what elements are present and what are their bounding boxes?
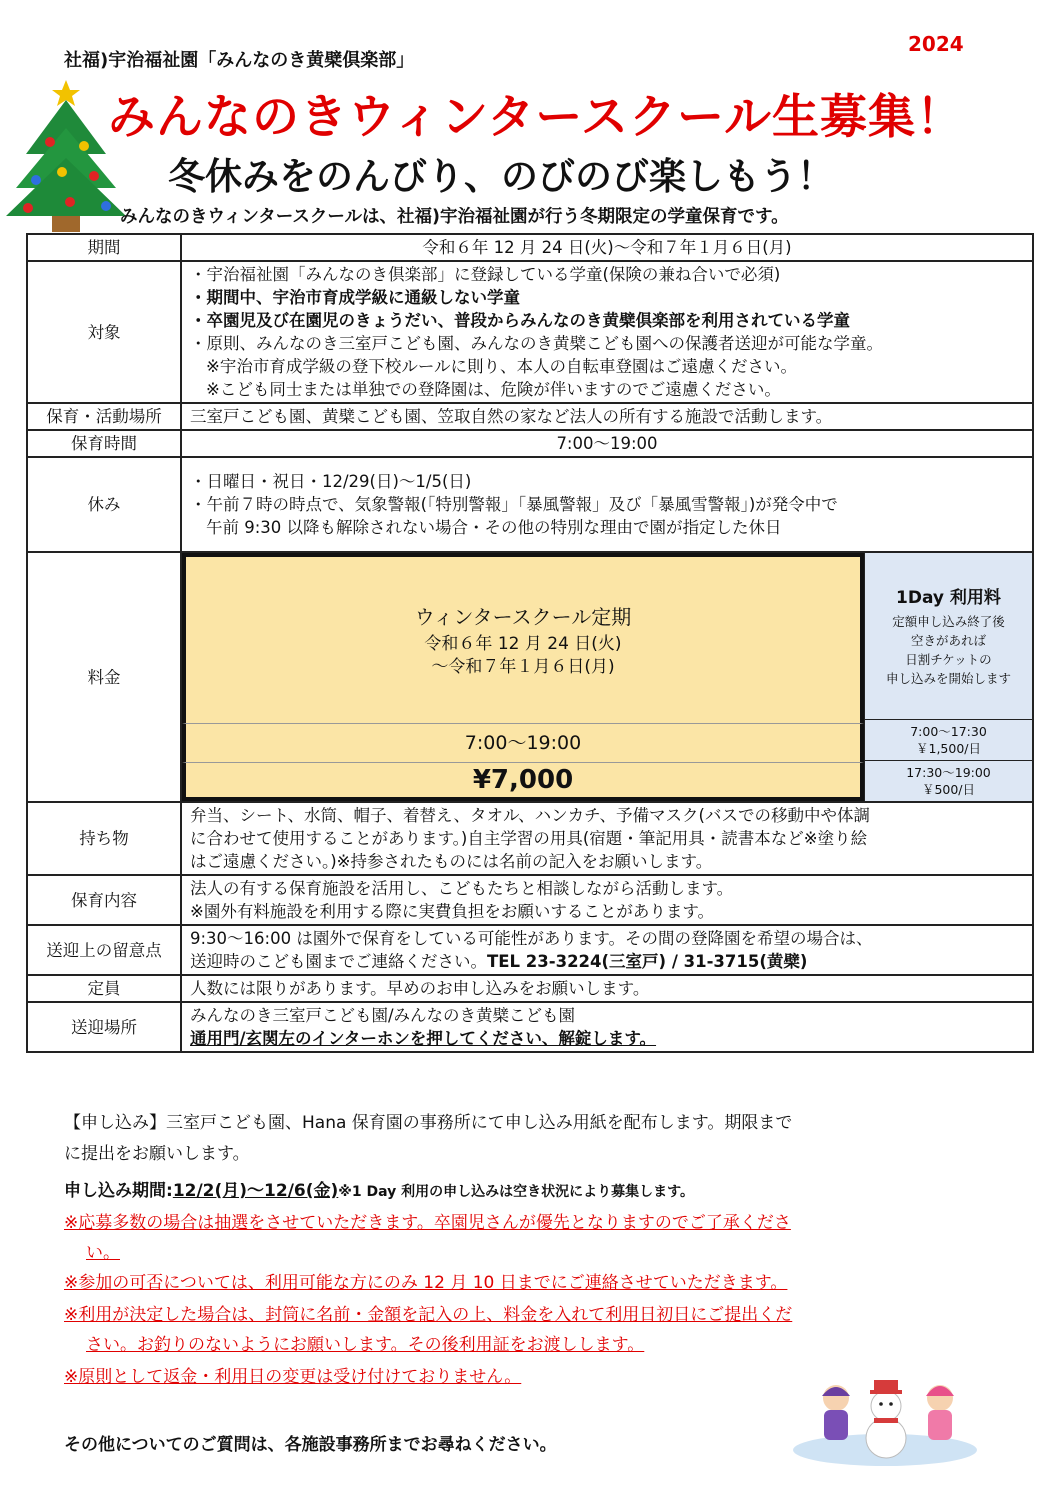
holiday-line: ・日曜日・祝日・12/29(日)～1/5(日) <box>190 472 472 491</box>
fee-day-slot <box>865 719 1032 760</box>
period-value: 令和６年 12 月 24 日(火)～令和７年１月６日(月) <box>181 234 1033 261</box>
fee-cell <box>181 552 1033 802</box>
closing-text: その他についてのご質問は、各施設事務所までお尋ねください。 <box>64 1435 557 1455</box>
fee-label: 料金 <box>27 552 181 802</box>
notice-line: ※参加の可否については、利用可能な方にのみ 12 月 10 日までにご連絡させていただきます。 <box>64 1273 788 1293</box>
fee-plan-period-start: 令和６年 12 月 24 日(火) <box>424 634 622 654</box>
fee-plan-box <box>182 553 864 801</box>
page-subtitle: 冬休みをのんびり、のびのび楽しもう！ <box>168 155 834 198</box>
notes-cell <box>181 925 1033 975</box>
info-table <box>26 233 1034 1053</box>
notice-line: ※原則として返金・利用日の変更は受け付けておりません。 <box>64 1367 522 1387</box>
belongings-label: 持ち物 <box>27 802 181 875</box>
capacity-label: 定員 <box>27 975 181 1002</box>
fee-day-note: 空きがあれば <box>910 633 986 648</box>
snowman-children-illustration <box>790 1358 980 1468</box>
fee-day-slot-time: 17:30～19:00 <box>906 765 991 780</box>
fee-day-slot-price: ￥1,500/日 <box>916 741 981 756</box>
target-line: ・期間中、宇治市育成学級に通級しない学童 <box>190 288 520 307</box>
pickup-cell <box>181 1002 1033 1052</box>
location-value: 三室戸こども園、黄檗こども園、笠取自然の家など法人の所有する施設で活動します。 <box>181 403 1033 430</box>
row-fee <box>27 552 1033 802</box>
fee-day-note: 定額申し込み終了後 <box>892 614 1005 629</box>
application-period-note: ※1 Day 利用の申し込みは空き状況により募集します。 <box>338 1184 695 1200</box>
notes-line: 9:30～16:00 は園外で保育をしている可能性があります。その間の登降園を希望の場合は、 <box>190 929 873 948</box>
notice-line: さい。お釣りのないようにお願いします。その後利用証をお渡しします。 <box>86 1335 645 1355</box>
capacity-value: 人数には限りがあります。早めのお申し込みをお願いします。 <box>181 975 1033 1002</box>
row-target <box>27 261 1033 403</box>
notes-line <box>190 950 1024 973</box>
row-pickup <box>27 1002 1033 1052</box>
belongings-cell <box>181 802 1033 875</box>
holiday-line: 午前 9:30 以降も解除されない場合・その他の特別な理由で園が指定した休日 <box>206 518 782 537</box>
notes-line-text: 送迎時のこども園までご連絡ください。 <box>190 952 487 971</box>
target-line: ・宇治福祉園「みんなのき倶楽部」に登録している学童(保険の兼ね合いで必須) <box>190 265 781 284</box>
target-line: ※宇治市育成学級の登下校ルールに則り、本人の自転車登園はご遠慮ください。 <box>206 357 797 376</box>
fee-day-title: 1Day 利用料 <box>896 588 1001 608</box>
fee-plan-price: ¥7,000 <box>182 762 864 801</box>
target-line: ・卒園児及び在園児のきょうだい、普段からみんなのき黄檗倶楽部を利用されている学童 <box>190 311 850 330</box>
belongings-line: に合わせて使用することがあります。)自主学習の用具(宿題・筆記用具・読書本など※塗り絵 <box>190 829 868 848</box>
content-cell <box>181 875 1033 925</box>
holiday-line: ・午前７時の時点で、気象警報(「特別警報」「暴風警報」及び「暴風雪警報」)が発令中で <box>190 495 838 514</box>
pickup-label: 送迎場所 <box>27 1002 181 1052</box>
hours-value: 7:00～19:00 <box>181 430 1033 457</box>
belongings-line: 弁当、シート、水筒、帽子、着替え、タオル、ハンカチ、予備マスク(バスでの移動中や体調 <box>190 806 870 825</box>
target-line: ・原則、みんなのき三室戸こども園、みんなのき黄檗こども園への保護者送迎が可能な学童。 <box>190 334 883 353</box>
application-period-value: 12/2(月)～12/6(金) <box>172 1181 339 1201</box>
row-capacity <box>27 975 1033 1002</box>
holidays-cell <box>181 457 1033 552</box>
content-line: 法人の有する保育施設を活用し、こどもたちと相談しながら活動します。 <box>190 879 734 898</box>
application-period-label: 申し込み期間: <box>64 1181 173 1201</box>
application-period <box>64 1176 694 1201</box>
row-location <box>27 403 1033 430</box>
row-hours <box>27 430 1033 457</box>
row-content <box>27 875 1033 925</box>
content-line: ※園外有料施設を利用する際に実費負担をお願いすることがあります。 <box>190 902 715 921</box>
fee-day-slot-time: 7:00～17:30 <box>910 724 987 739</box>
row-holidays <box>27 457 1033 552</box>
fee-plan-name: ウィンタースクール定期 <box>414 605 632 629</box>
holidays-label: 休み <box>27 457 181 552</box>
hours-label: 保育時間 <box>27 430 181 457</box>
fee-day-note: 日割チケットの <box>905 652 992 667</box>
target-cell <box>181 261 1033 403</box>
target-label: 対象 <box>27 261 181 403</box>
content-label: 保育内容 <box>27 875 181 925</box>
belongings-line: はご遠慮ください。)※持参されたものには名前の記入をお願いします。 <box>190 852 713 871</box>
intro-text: みんなのきウィンタースクールは、社福)宇治福祉園が行う冬期限定の学童保育です。 <box>120 207 789 227</box>
period-label: 期間 <box>27 234 181 261</box>
target-line: ※こども同士または単独での登降園は、危険が伴いますのでご遠慮ください。 <box>206 380 781 399</box>
fee-day-box <box>864 553 1032 801</box>
location-label: 保育・活動場所 <box>27 403 181 430</box>
tel-numbers: TEL 23-3224(三室戸) / 31-3715(黄檗) <box>487 952 808 971</box>
row-belongings <box>27 802 1033 875</box>
year-label: 2024 <box>908 32 964 56</box>
fee-day-note: 申し込みを開始します <box>885 671 1011 686</box>
application-text: 【申し込み】三室戸こども園、Hana 保育園の事務所にて申し込み用紙を配布します。期限まで <box>64 1113 793 1133</box>
fee-plan-time: 7:00～19:00 <box>182 723 864 762</box>
row-period <box>27 234 1033 261</box>
page-title: みんなのきウィンタースクール生募集！ <box>108 90 965 145</box>
row-notes <box>27 925 1033 975</box>
pickup-instruction: 通用門/玄関左のインターホンを押してください、解錠します。 <box>190 1029 657 1048</box>
pickup-line: みんなのき三室戸こども園/みんなのき黄檗こども園 <box>190 1006 576 1025</box>
organization-name: 社福)宇治福祉園「みんなのき黄檗倶楽部」 <box>64 50 415 71</box>
notice-line: ※利用が決定した場合は、封筒に名前・金額を記入の上、料金を入れて利用日初日にご提出くだ <box>64 1305 793 1325</box>
notice-line: い。 <box>86 1243 120 1263</box>
fee-plan-period-end: ～令和７年１月６日(月) <box>431 657 615 677</box>
fee-day-slot-price: ￥500/日 <box>921 782 976 797</box>
notes-label: 送迎上の留意点 <box>27 925 181 975</box>
notice-line: ※応募多数の場合は抽選をさせていただきます。卒園児さんが優先となりますのでご了承くださ <box>64 1213 791 1233</box>
application-text: に提出をお願いします。 <box>64 1144 250 1164</box>
fee-day-slot <box>865 760 1032 801</box>
